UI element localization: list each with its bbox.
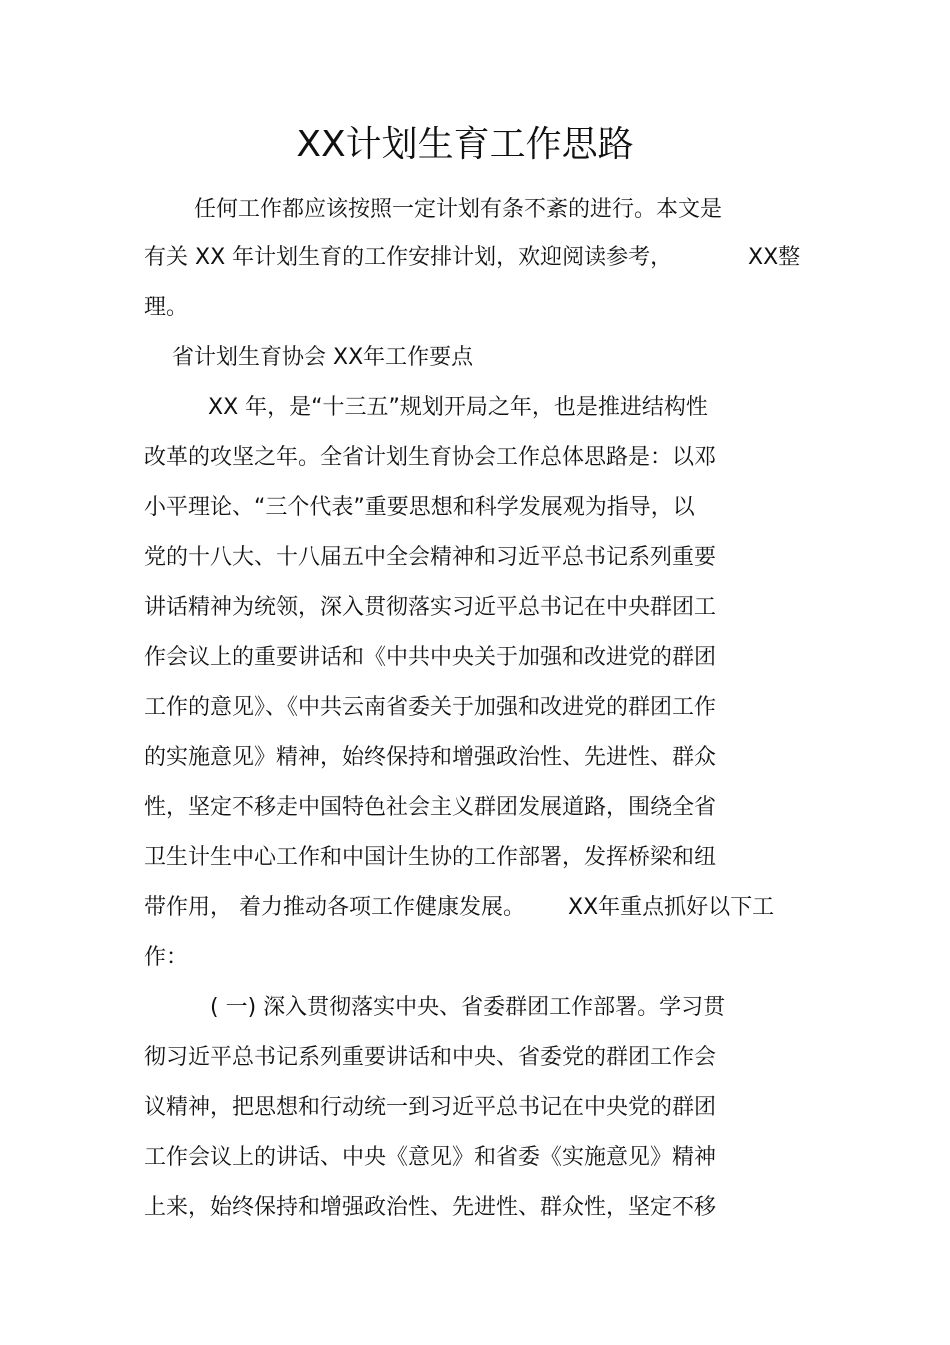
paragraph-line: 卫生计生中心工作和中国计生协的工作部署，发挥桥梁和纽 — [144, 845, 717, 870]
paragraph-line: 有关 XX 年计划生育的工作安排计划，欢迎阅读参考， — [144, 245, 673, 270]
paragraph-line: 理。 — [144, 295, 189, 320]
paragraph-line: 作会议上的重要讲话和《中共中央关于加强和改进党的群团 — [144, 645, 717, 670]
paragraph-line: 讲话精神为统领，深入贯彻落实习近平总书记在中央群团工 — [144, 595, 717, 620]
paragraph-line: 工作的意见》、《中共云南省委关于加强和改进党的群团工作 — [144, 695, 717, 720]
paragraph-line: XX年重点抓好以下工 — [568, 895, 775, 920]
paragraph-line: 上来，始终保持和增强政治性、先进性、群众性，坚定不移 — [144, 1195, 717, 1220]
paragraph-line: 彻习近平总书记系列重要讲话和中央、省委党的群团工作会 — [144, 1045, 717, 1070]
paragraph-line: 带作用， 着力推动各项工作健康发展。 — [144, 895, 525, 920]
paragraph-line: 改革的攻坚之年。全省计划生育协会工作总体思路是：以邓 — [144, 445, 717, 470]
paragraph-line: 党的十八大、十八届五中全会精神和习近平总书记系列重要 — [144, 545, 717, 570]
paragraph-line: 小平理论、“三个代表”重要思想和科学发展观为指导，以 — [144, 495, 695, 520]
document-title: XX计划生育工作思路 — [296, 124, 634, 165]
paragraph-line: ( 一) 深入贯彻落实中央、省委群团工作部署。学习贯 — [210, 995, 726, 1020]
paragraph-line: XX 年，是“十三五”规划开局之年，也是推进结构性 — [208, 395, 708, 420]
paragraph-line: XX整 — [748, 245, 801, 270]
paragraph-line: 作： — [144, 945, 189, 970]
paragraph-line: 的实施意见》精神，始终保持和增强政治性、先进性、群众 — [144, 745, 717, 770]
paragraph-line: 议精神，把思想和行动统一到习近平总书记在中央党的群团 — [144, 1095, 717, 1120]
paragraph-line: 性，坚定不移走中国特色社会主义群团发展道路，围绕全省 — [144, 795, 717, 820]
paragraph-line: 任何工作都应该按照一定计划有条不紊的进行。本文是 — [194, 197, 723, 222]
section-heading: 省计划生育协会 XX年工作要点 — [172, 345, 474, 370]
paragraph-line: 工作会议上的讲话、中央《意见》和省委《实施意见》精神 — [144, 1145, 717, 1170]
